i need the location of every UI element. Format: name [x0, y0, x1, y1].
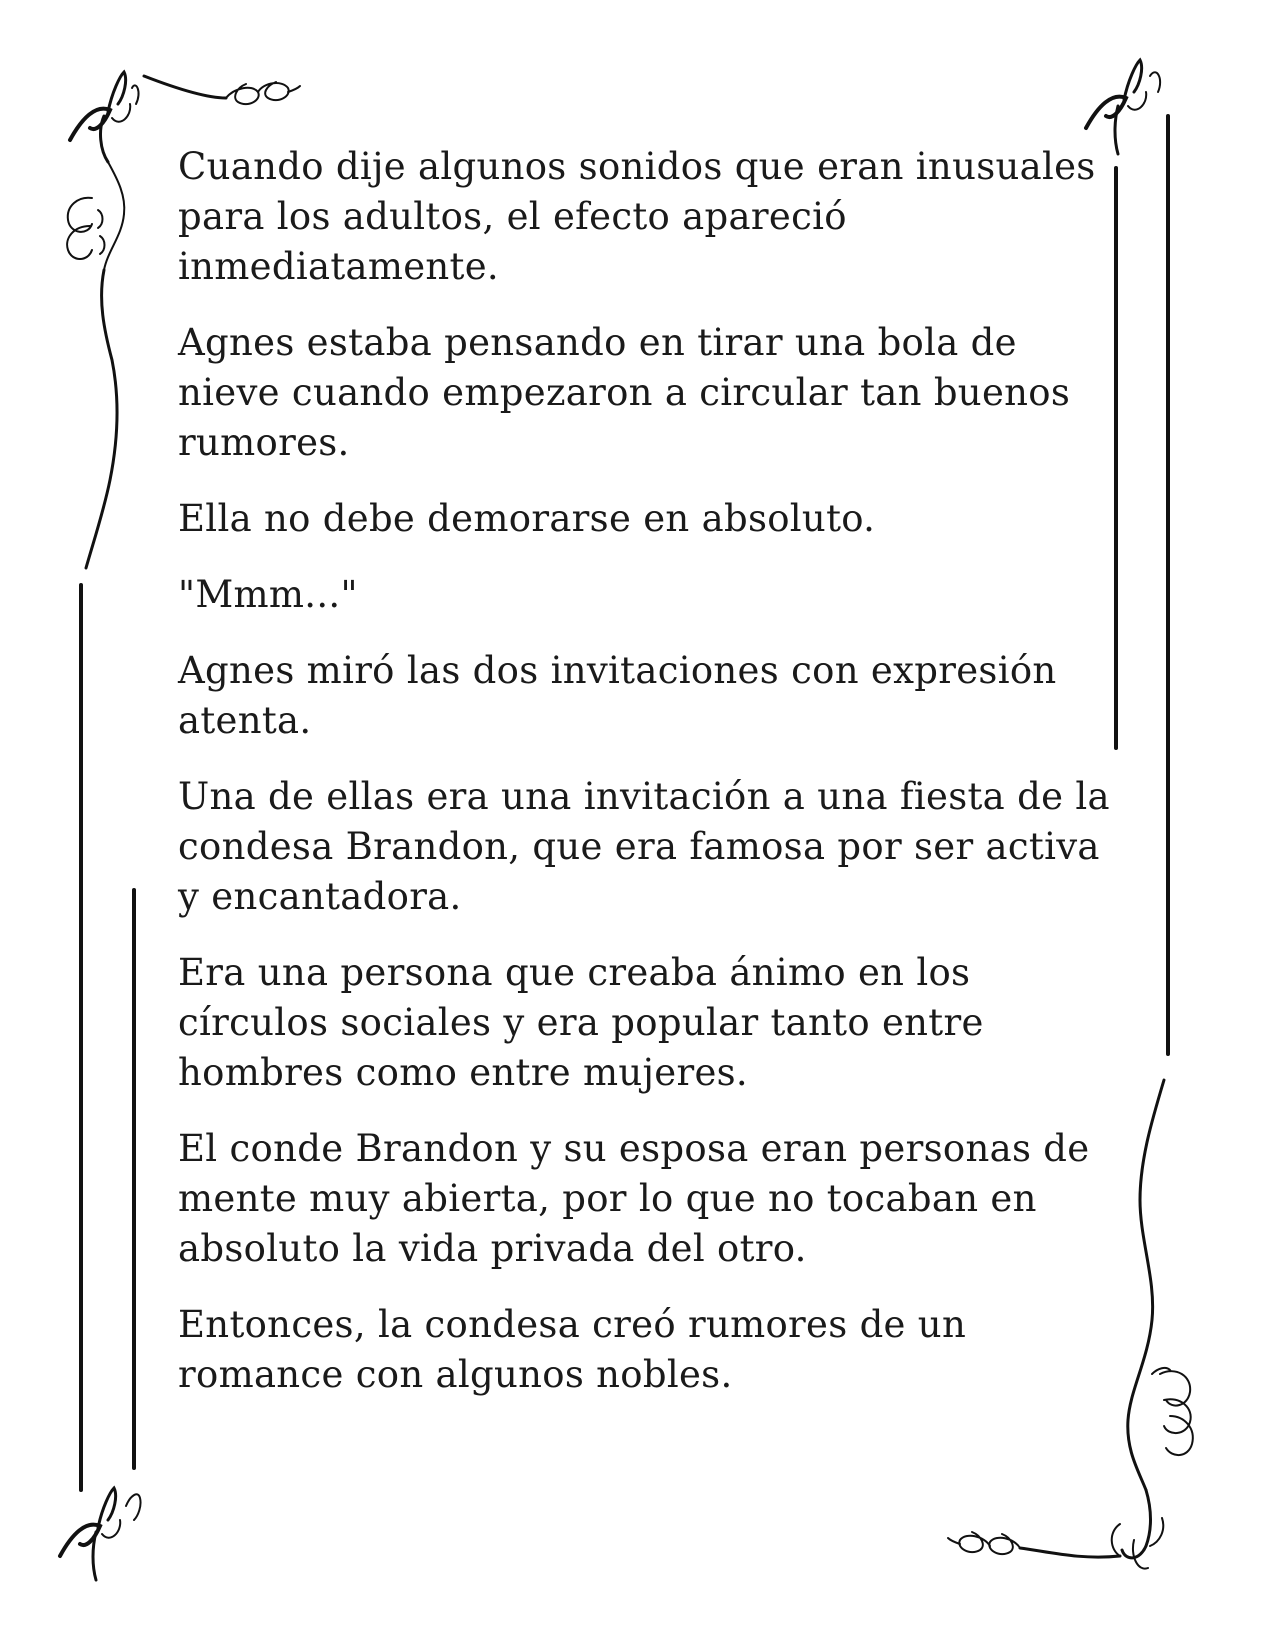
- paragraph: Ella no debe demorarse en absoluto.: [178, 497, 876, 540]
- paragraph: Cuando dije algunos sonidos que eran inusuales para los adultos, el efecto apareció inmediatamente.: [178, 145, 1096, 288]
- paragraph: Agnes estaba pensando en tirar una bola de nieve cuando empezaron a circular tan buenos rumores.: [178, 321, 1071, 464]
- paragraph: "Mmm...": [178, 573, 358, 616]
- paragraph: Agnes miró las dos invitaciones con expresión atenta.: [178, 649, 1057, 742]
- flourish-bottom-left-icon: [60, 1488, 141, 1580]
- paragraph: Una de ellas era una invitación a una fiesta de la condesa Brandon, que era famosa por ser activa y encantadora.: [178, 775, 1110, 918]
- flourish-top-right-icon: [1086, 60, 1160, 154]
- document-body: [178, 142, 1118, 1426]
- paragraph: El conde Brandon y su esposa eran personas de mente muy abierta, por lo que no tocaban en absoluto la vida privada del otro.: [178, 1127, 1090, 1270]
- paragraph: Entonces, la condesa creó rumores de un romance con algunos nobles.: [178, 1303, 967, 1396]
- paragraph: Era una persona que creaba ánimo en los círculos sociales y era popular tanto entre hombres como entre mujeres.: [178, 951, 984, 1094]
